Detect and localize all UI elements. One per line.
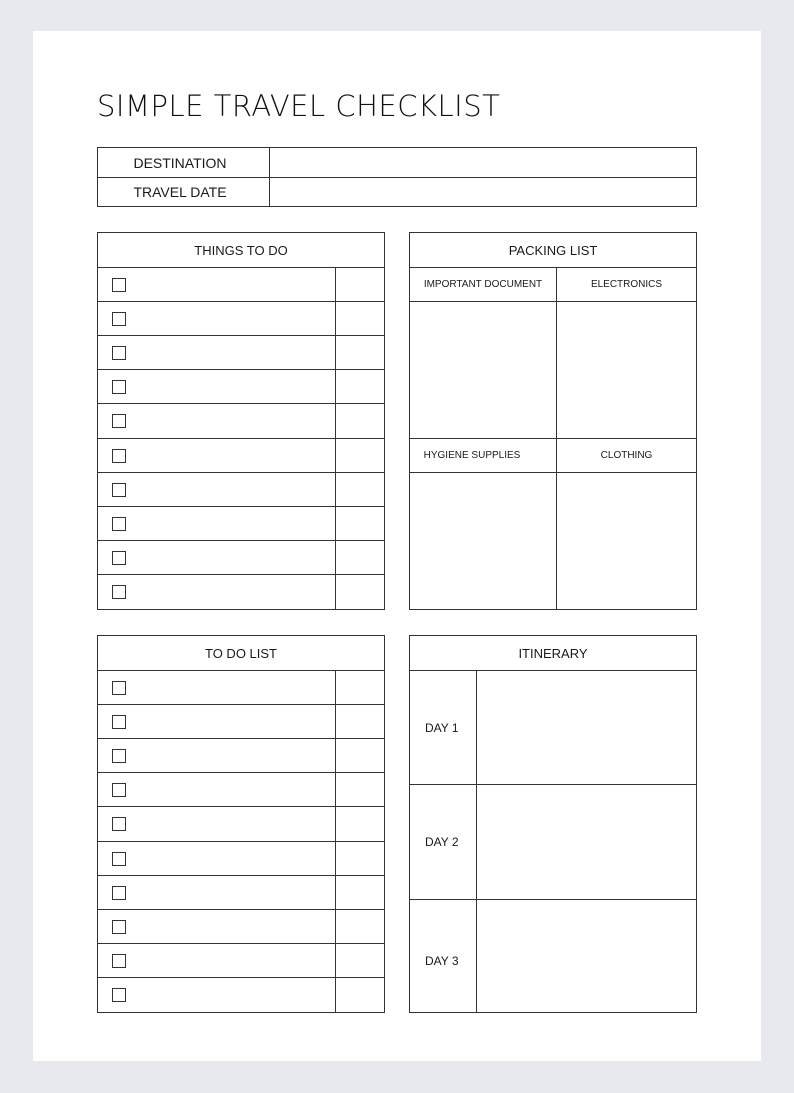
checkbox[interactable]: [112, 551, 126, 565]
day-1-label: DAY 1: [425, 720, 459, 735]
electronics-area[interactable]: [557, 302, 696, 438]
day-3-label: DAY 3: [425, 954, 459, 968]
to-do-list-row[interactable]: [98, 910, 335, 943]
to-do-list-row[interactable]: [98, 978, 335, 1011]
destination-field[interactable]: [270, 148, 696, 177]
checkbox[interactable]: [112, 988, 126, 1002]
hygiene-supplies-area[interactable]: [410, 473, 556, 609]
things-to-do-note-cell[interactable]: [336, 336, 384, 369]
checkbox[interactable]: [112, 886, 126, 900]
checkbox[interactable]: [112, 783, 126, 797]
day-2-label: DAY 2: [425, 835, 459, 849]
things-to-do-row[interactable]: [98, 507, 335, 540]
to-do-list-title: TO DO LIST: [205, 645, 277, 661]
travel-date-label: TRAVEL DATE: [133, 184, 227, 200]
things-to-do-row[interactable]: [98, 370, 335, 403]
checkbox[interactable]: [112, 449, 126, 463]
checkbox[interactable]: [112, 681, 126, 695]
to-do-list-note-cell[interactable]: [336, 739, 384, 772]
to-do-list-note-cell[interactable]: [336, 910, 384, 943]
electronics-header: ELECTRONICS: [590, 279, 663, 290]
to-do-list-row[interactable]: [98, 705, 335, 738]
to-do-list-note-cell[interactable]: [336, 773, 384, 806]
things-to-do-note-cell[interactable]: [336, 302, 384, 335]
to-do-list-row[interactable]: [98, 739, 335, 772]
day-1-plan-area[interactable]: [477, 671, 696, 784]
things-to-do-note-cell[interactable]: [336, 473, 384, 506]
things-to-do-note-cell[interactable]: [336, 404, 384, 437]
itinerary-title: ITINERARY: [518, 645, 588, 661]
clothing-header: CLOTHING: [600, 450, 653, 461]
checkbox[interactable]: [112, 517, 126, 531]
day-2-plan-area[interactable]: [477, 785, 696, 899]
things-to-do-row[interactable]: [98, 336, 335, 369]
checkbox[interactable]: [112, 920, 126, 934]
to-do-list-note-cell[interactable]: [336, 944, 384, 977]
things-to-do-note-cell[interactable]: [336, 439, 384, 472]
checkbox[interactable]: [112, 380, 126, 394]
clothing-area[interactable]: [557, 473, 696, 609]
checkbox[interactable]: [112, 312, 126, 326]
to-do-list-note-cell[interactable]: [336, 705, 384, 738]
to-do-list-row[interactable]: [98, 876, 335, 909]
packing-list-table: [409, 232, 697, 610]
checkbox[interactable]: [112, 585, 126, 599]
things-to-do-note-cell[interactable]: [336, 575, 384, 608]
things-to-do-row[interactable]: [98, 439, 335, 472]
itinerary-table: [409, 635, 697, 1013]
checklist-page: [33, 31, 761, 1061]
checkbox[interactable]: [112, 817, 126, 831]
checkbox[interactable]: [112, 852, 126, 866]
things-to-do-row[interactable]: [98, 268, 335, 301]
checkbox[interactable]: [112, 414, 126, 428]
to-do-list-note-cell[interactable]: [336, 978, 384, 1011]
things-to-do-row[interactable]: [98, 302, 335, 335]
to-do-list-row[interactable]: [98, 807, 335, 840]
page-title: SIMPLE TRAVEL CHECKLIST: [97, 89, 501, 123]
important-document-header: IMPORTANT DOCUMENT: [423, 279, 543, 290]
things-to-do-row[interactable]: [98, 404, 335, 437]
destination-label: DESTINATION: [133, 154, 227, 171]
trip-info-table: [97, 147, 697, 207]
things-to-do-title: THINGS TO DO: [194, 242, 288, 258]
things-to-do-note-cell[interactable]: [336, 541, 384, 574]
to-do-list-note-cell[interactable]: [336, 671, 384, 704]
checkbox[interactable]: [112, 278, 126, 292]
to-do-list-row[interactable]: [98, 842, 335, 875]
to-do-list-note-cell[interactable]: [336, 807, 384, 840]
checkbox[interactable]: [112, 346, 126, 360]
things-to-do-note-cell[interactable]: [336, 268, 384, 301]
things-to-do-row[interactable]: [98, 575, 335, 608]
things-to-do-note-cell[interactable]: [336, 507, 384, 540]
checkbox[interactable]: [112, 715, 126, 729]
things-to-do-row[interactable]: [98, 541, 335, 574]
checkbox[interactable]: [112, 954, 126, 968]
packing-list-title: PACKING LIST: [508, 242, 598, 258]
checkbox[interactable]: [112, 483, 126, 497]
to-do-list-row[interactable]: [98, 944, 335, 977]
to-do-list-note-cell[interactable]: [336, 876, 384, 909]
checkbox[interactable]: [112, 749, 126, 763]
things-to-do-table: [97, 232, 385, 610]
day-3-plan-area[interactable]: [477, 900, 696, 1012]
travel-date-field[interactable]: [270, 178, 696, 206]
important-document-area[interactable]: [410, 302, 556, 438]
to-do-list-table: [97, 635, 385, 1013]
things-to-do-note-cell[interactable]: [336, 370, 384, 403]
to-do-list-row[interactable]: [98, 671, 335, 704]
to-do-list-row[interactable]: [98, 773, 335, 806]
things-to-do-row[interactable]: [98, 473, 335, 506]
to-do-list-note-cell[interactable]: [336, 842, 384, 875]
hygiene-supplies-header: HYGIENE SUPPLIES: [423, 450, 521, 461]
